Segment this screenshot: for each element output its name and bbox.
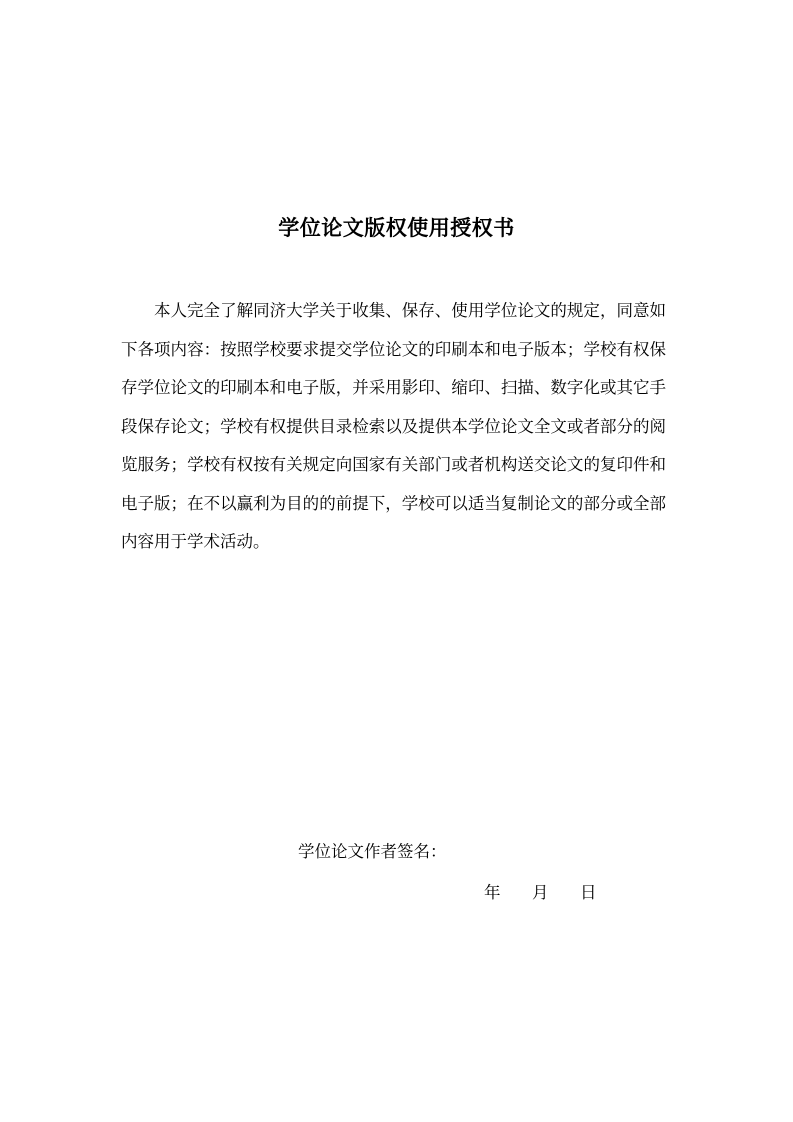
document-title: 学位论文版权使用授权书	[278, 216, 515, 240]
authorization-statement: 本人完全了解同济大学关于收集、保存、使用学位论文的规定，同意如下各项内容：按照学校要求提交学位论文的印刷本和电子版本；学校有权保存学位论文的印刷本和电子版，并采用影印、缩印、扫描、数字化或其它手段保存论文；学校有权提供目录检索以及提供本学位论文全文或者部分的阅览服务；学校有权按有关规定向国家有关部门或者机构送交论文的复印件和电子版；在不以赢利为目的的前提下，学校可以适当复制论文的部分或全部内容用于学术活动。	[121, 301, 666, 551]
signature-date	[484, 879, 597, 907]
date-day-label: 日	[580, 883, 597, 902]
author-signature-label: 学位论文作者签名：	[298, 842, 447, 861]
date-year-label: 年	[484, 883, 501, 902]
date-month-label: 月	[532, 883, 549, 902]
